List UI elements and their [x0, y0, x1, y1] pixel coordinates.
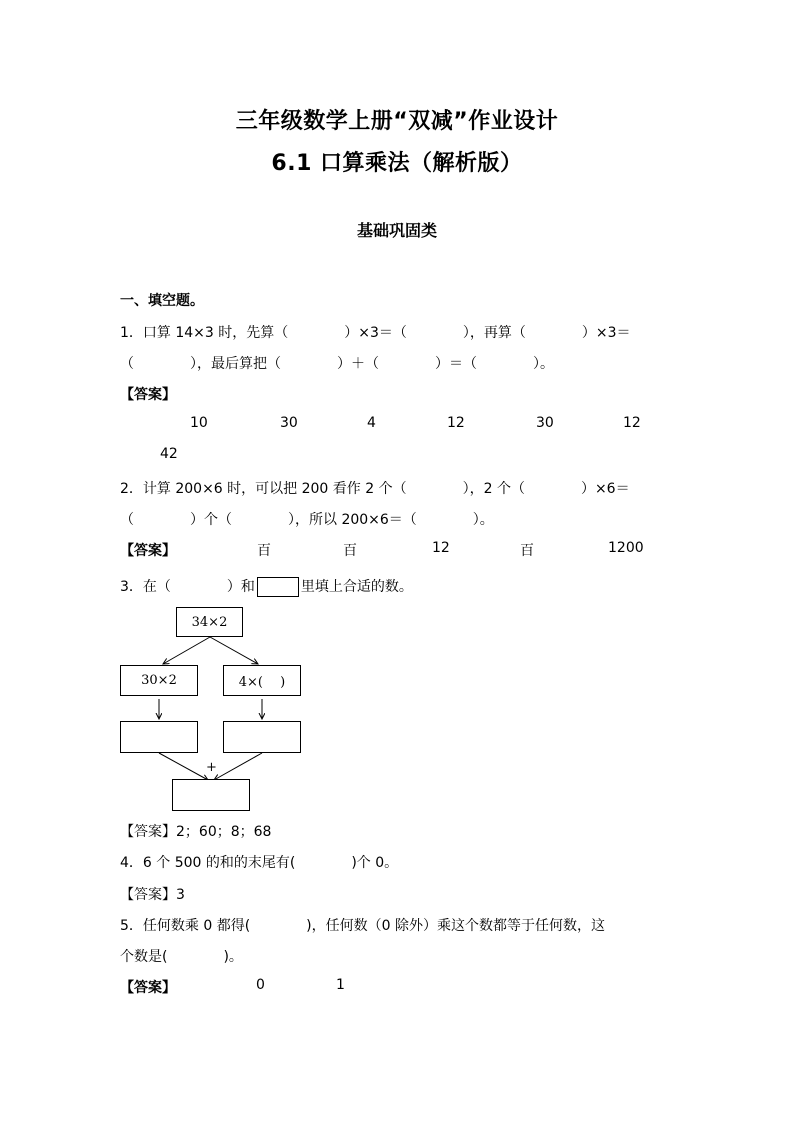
- q5-line1: 5．任何数乘 0 都得( )，任何数（0 除外）乘这个数都等于任何数，这: [120, 918, 605, 934]
- q3-prefix: 3．在（ ）和: [120, 579, 255, 595]
- q4-line: 4．6 个 500 的和的末尾有( )个 0。: [120, 855, 399, 871]
- diagram-right-result-box: [223, 721, 301, 753]
- q1-answer-1: 10: [190, 415, 208, 431]
- diagram-top-box: 34×2: [176, 607, 243, 637]
- q1-line2: （ ），最后算把（ ）＋（ ）＝（ ）。: [120, 356, 554, 372]
- q1-answer-5: 30: [536, 415, 554, 431]
- q1-answer-4: 12: [447, 415, 465, 431]
- diagram-left-result-box: [120, 721, 198, 753]
- q5-answer-2: 1: [336, 977, 345, 993]
- q2-line1: 2．计算 200×6 时，可以把 200 看作 2 个（ ），2 个（ ）×6＝: [120, 481, 630, 497]
- q1-answer-7: 42: [160, 446, 178, 462]
- q5-answer-1: 0: [256, 977, 265, 993]
- q2-answer-5: 1200: [608, 540, 644, 556]
- q1-line1: 1．口算 14×3 时，先算（ ）×3＝（ ），再算（ ）×3＝: [120, 325, 631, 341]
- diagram-right-box: 4×( ): [223, 665, 301, 696]
- q1-answer-6: 12: [623, 415, 641, 431]
- q2-answer-label: 【答案】: [120, 543, 176, 559]
- q2-line2: （ ）个（ ），所以 200×6＝（ ）。: [120, 512, 494, 528]
- diagram-left-box: 30×2: [120, 665, 198, 696]
- q1-answer-2: 30: [280, 415, 298, 431]
- q2-answer-1: 百: [257, 543, 271, 559]
- q2-answer-4: 百: [520, 543, 534, 559]
- part-heading: 一、填空题。: [120, 293, 204, 309]
- section-title: 基础巩固类: [356, 221, 437, 240]
- page-title: 三年级数学上册“双减”作业设计: [235, 109, 559, 134]
- q5-line2: 个数是( )。: [120, 949, 243, 965]
- q2-answer-3: 12: [432, 540, 450, 556]
- q4-answer: 【答案】3: [120, 887, 185, 903]
- page-subtitle: 6.1 口算乘法（解析版）: [271, 151, 523, 176]
- q3-suffix: 里填上合适的数。: [300, 579, 413, 595]
- diagram-sum-box: [172, 779, 250, 811]
- q2-answer-2: 百: [343, 543, 357, 559]
- diagram-plus-sign: +: [206, 760, 217, 775]
- q5-answer-label: 【答案】: [120, 980, 176, 996]
- q1-answer-label: 【答案】: [120, 387, 176, 403]
- q1-answer-3: 4: [367, 415, 376, 431]
- q3-answer: 【答案】2；60；8；68: [120, 824, 272, 840]
